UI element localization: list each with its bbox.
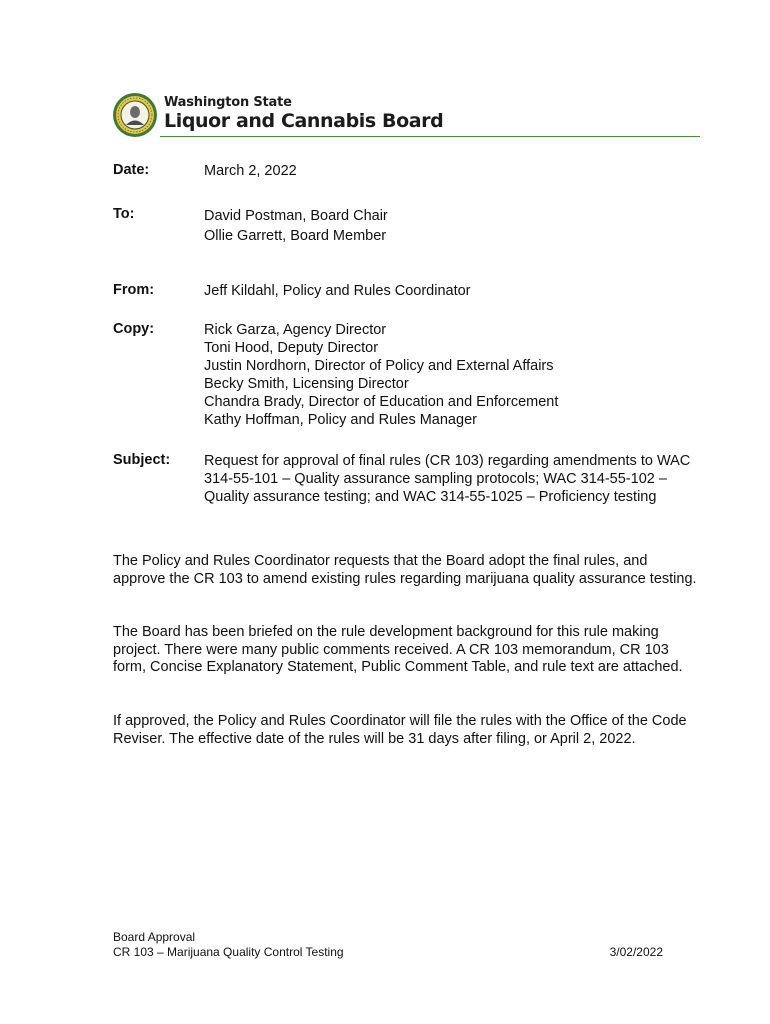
letterhead-divider — [160, 136, 700, 137]
body-paragraph-1: The Policy and Rules Coordinator requests that the Board adopt the final rules, and approve the CR 103 to amend existing rules regarding marijuana quality assurance testing. — [113, 553, 697, 587]
subject-value: Request for approval of final rules (CR 103) regarding amendments to WAC 314-55-101 – Quality assurance sampling protocols; WAC 314-55-102 – Quality assurance testing; and WAC 314-55-1025 – Proficiency testing — [204, 453, 691, 505]
copy-recipients — [204, 321, 558, 429]
from-label: From: — [113, 282, 155, 298]
recipient: Ollie Garrett, Board Member — [204, 228, 387, 244]
state-seal-icon — [112, 92, 158, 138]
copy-recipient: Becky Smith, Licensing Director — [204, 376, 409, 392]
footer-line2: CR 103 – Marijuana Quality Control Testing — [113, 945, 344, 959]
date-value: March 2, 2022 — [204, 163, 297, 179]
footer-line1: Board Approval — [113, 930, 196, 944]
to-recipients — [204, 206, 388, 246]
recipient: David Postman, Board Chair — [204, 208, 388, 224]
body-paragraph-2: The Board has been briefed on the rule development background for this rule making project. There were many public comments received. A CR 103 memorandum, CR 103 form, Concise Explanatory Statement, Public Comment Table, and rule text are attached. — [113, 624, 683, 676]
copy-label: Copy: — [113, 321, 155, 337]
from-value: Jeff Kildahl, Policy and Rules Coordinator — [204, 283, 471, 299]
subject-label: Subject: — [113, 452, 171, 468]
copy-recipient: Toni Hood, Deputy Director — [204, 340, 379, 356]
body-paragraph-3: If approved, the Policy and Rules Coordinator will file the rules with the Office of the Code Reviser. The effective date of the rules will be 31 days after filing, or April 2, 2022. — [113, 713, 687, 747]
to-label: To: — [113, 206, 135, 222]
copy-recipient: Chandra Brady, Director of Education and Enforcement — [204, 394, 559, 410]
footer-date: 3/02/2022 — [609, 945, 663, 959]
date-label: Date: — [113, 162, 150, 178]
letterhead — [112, 92, 702, 138]
copy-recipient: Kathy Hoffman, Policy and Rules Manager — [204, 412, 477, 428]
copy-recipient: Rick Garza, Agency Director — [204, 322, 387, 338]
org-name-line2: Liquor and Cannabis Board — [164, 110, 444, 132]
org-name-line1: Washington State — [164, 95, 292, 110]
copy-recipient: Justin Nordhorn, Director of Policy and External Affairs — [204, 358, 554, 374]
footer — [113, 930, 663, 960]
